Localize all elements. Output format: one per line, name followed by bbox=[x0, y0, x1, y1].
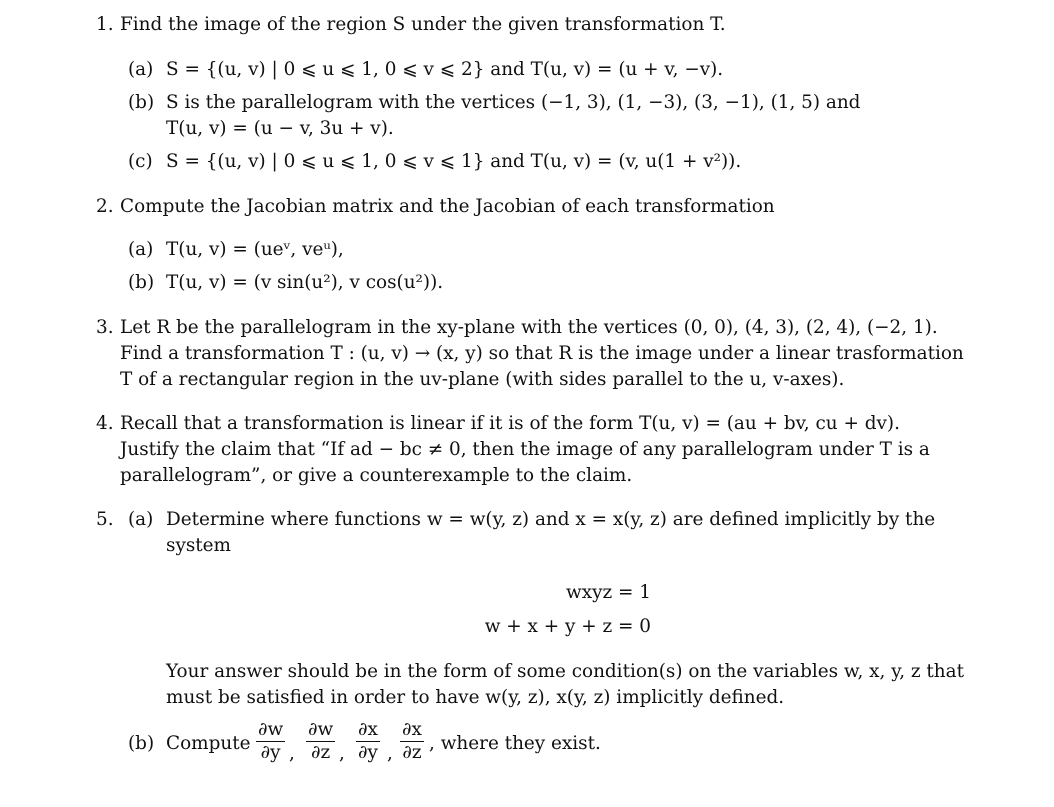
problem-4-number: 4. bbox=[96, 413, 114, 434]
problem-3-line-3: T of a rectangular region in the uv-plane (with sides parallel to the u, v-axes). bbox=[120, 369, 845, 390]
problem-5a-line-1: Determine where functions w = w(y, z) and x = x(y, z) are defined implicitly by the bbox=[166, 509, 936, 530]
problem-5a-label: (a) bbox=[128, 509, 154, 530]
problem-3-line-2: Find a transformation T : (u, v) → (x, y) so that R is the image under a linear trasformation bbox=[120, 343, 964, 364]
problem-5a-line-2: system bbox=[166, 535, 231, 556]
problem-5-number: 5. bbox=[96, 509, 114, 530]
derivative-dw-dz-numerator: ∂w bbox=[308, 719, 334, 740]
derivative-dx-dz-numerator: ∂x bbox=[402, 719, 422, 740]
problem-1a-text: S = {(u, v) | 0 ⩽ u ⩽ 1, 0 ⩽ v ⩽ 2} and T(u, v) = (u + v, −v). bbox=[166, 59, 724, 80]
problem-5a-answer-line-2: must be satisfied in order to have w(y, z), x(y, z) implicitly defined. bbox=[166, 687, 785, 708]
comma-separator: , bbox=[387, 743, 393, 764]
derivative-dx-dz-denominator: ∂z bbox=[402, 742, 422, 763]
derivative-dx-dy-numerator: ∂x bbox=[358, 719, 378, 740]
problem-5b-compute: Compute bbox=[166, 733, 251, 754]
system-equation-1: wxyz = 1 bbox=[566, 582, 651, 603]
problem-4-line-1: Recall that a transformation is linear if it is of the form T(u, v) = (au + bv, cu + dv). bbox=[120, 413, 900, 434]
problem-1c-text: S = {(u, v) | 0 ⩽ u ⩽ 1, 0 ⩽ v ⩽ 1} and T(u, v) = (v, u(1 + v²)). bbox=[166, 151, 742, 172]
problem-1-statement: Find the image of the region S under the given transformation T. bbox=[120, 14, 726, 35]
derivative-dw-dz bbox=[306, 719, 335, 764]
derivative-dx-dy bbox=[356, 719, 380, 764]
problem-5a-answer-line-1: Your answer should be in the form of some condition(s) on the variables w, x, y, z that bbox=[166, 661, 965, 682]
derivative-dx-dy-denominator: ∂y bbox=[357, 742, 378, 763]
problem-4-line-2: Justify the claim that “If ad − bc ≠ 0, then the image of any parallelogram under T is a bbox=[120, 439, 930, 460]
problem-2-statement: Compute the Jacobian matrix and the Jacobian of each transformation bbox=[120, 196, 775, 217]
derivative-dw-dy-denominator: ∂y bbox=[260, 742, 281, 763]
derivative-dw-dy bbox=[256, 719, 285, 764]
comma-separator: , bbox=[289, 743, 295, 764]
comma-separator: , bbox=[339, 743, 345, 764]
problem-2-number: 2. bbox=[96, 196, 114, 217]
problem-1b-label: (b) bbox=[128, 92, 155, 113]
problem-2a-label: (a) bbox=[128, 239, 154, 260]
problem-2b-text: T(u, v) = (v sin(u²), v cos(u²)). bbox=[166, 272, 444, 293]
derivative-dw-dy-numerator: ∂w bbox=[258, 719, 284, 740]
problem-1b-text-continued: T(u, v) = (u − v, 3u + v). bbox=[166, 118, 394, 139]
problem-3-line-1: Let R be the parallelogram in the xy-plane with the vertices (0, 0), (4, 3), (2, 4), (−2, 1). bbox=[120, 317, 938, 338]
derivative-dx-dz bbox=[400, 719, 424, 764]
problem-4-line-3: parallelogram”, or give a counterexample to the claim. bbox=[120, 465, 633, 486]
problem-1-number: 1. bbox=[96, 14, 114, 35]
problem-1c-label: (c) bbox=[128, 151, 153, 172]
derivative-dw-dz-denominator: ∂z bbox=[311, 742, 331, 763]
problem-1b-text: S is the parallelogram with the vertices (−1, 3), (1, −3), (3, −1), (1, 5) and bbox=[166, 92, 861, 113]
problem-2b-label: (b) bbox=[128, 272, 155, 293]
problem-2a-text: T(u, v) = (ueᵛ, veᵘ), bbox=[166, 239, 344, 260]
problem-5b-label: (b) bbox=[128, 733, 155, 754]
problem-5b-tail: , where they exist. bbox=[429, 733, 601, 754]
problem-1a-label: (a) bbox=[128, 59, 154, 80]
system-equation-2: w + x + y + z = 0 bbox=[484, 616, 651, 637]
problem-3-number: 3. bbox=[96, 317, 114, 338]
